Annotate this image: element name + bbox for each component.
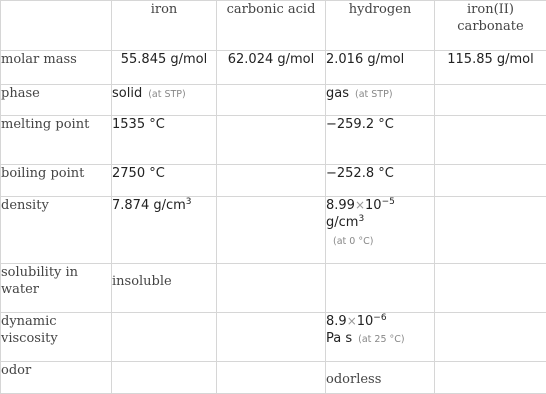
- cell-carbonic-acid-boiling-point: [217, 165, 326, 197]
- cell-iron-ii-carbonate-phase: [435, 85, 546, 116]
- hydrogen-phase-condition: (at STP): [355, 89, 393, 100]
- cell-iron-ii-carbonate-viscosity: [435, 313, 546, 362]
- column-header-carbonic-acid: carbonic acid: [217, 1, 326, 51]
- hydrogen-viscosity-exponent: −6: [373, 313, 387, 323]
- row-label-odor: odor: [1, 362, 112, 394]
- cell-carbonic-acid-density: [217, 197, 326, 264]
- cell-iron-melting-point: 1535 °C: [112, 116, 217, 165]
- cell-hydrogen-phase: [326, 85, 435, 116]
- hydrogen-density-condition: (at 0 °C): [333, 236, 374, 247]
- hydrogen-density-value: [326, 197, 434, 214]
- table-row: [1, 51, 546, 85]
- hydrogen-density-exponent: −5: [381, 197, 395, 207]
- cell-hydrogen-melting-point: −259.2 °C: [326, 116, 435, 165]
- cell-carbonic-acid-solubility: [217, 264, 326, 313]
- hydrogen-density-mantissa: 8.99: [326, 198, 355, 213]
- row-label-molar-mass: molar mass: [1, 51, 112, 85]
- table-row: [1, 197, 546, 264]
- hydrogen-viscosity-unit-line: [326, 330, 434, 348]
- cell-carbonic-acid-odor: [217, 362, 326, 394]
- cell-hydrogen-boiling-point: −252.8 °C: [326, 165, 435, 197]
- table-row: [1, 313, 546, 362]
- header-row: [1, 1, 546, 51]
- iron-density-exponent: 3: [185, 197, 192, 207]
- row-label-phase: phase: [1, 85, 112, 116]
- hydrogen-density-base: 10: [365, 198, 382, 213]
- table-row: [1, 264, 546, 313]
- cell-iron-boiling-point: 2750 °C: [112, 165, 217, 197]
- row-label-solubility-in-water: solubility in water: [1, 264, 112, 313]
- table-row: [1, 362, 546, 394]
- cell-iron-ii-carbonate-melting-point: [435, 116, 546, 165]
- cell-iron-viscosity: [112, 313, 217, 362]
- row-label-density: density: [1, 197, 112, 264]
- cell-hydrogen-odor: odorless: [326, 362, 435, 394]
- row-label-melting-point: melting point: [1, 116, 112, 165]
- column-header-iron-ii-carbonate: iron(II) carbonate: [435, 1, 546, 51]
- cell-carbonic-acid-viscosity: [217, 313, 326, 362]
- cell-iron-molar-mass: 55.845 g/mol: [112, 51, 217, 85]
- iron-density-value: 7.874 g/cm: [112, 198, 186, 213]
- row-label-dynamic-viscosity: dynamic viscosity: [1, 313, 112, 362]
- cell-carbonic-acid-molar-mass: 62.024 g/mol: [217, 51, 326, 85]
- cell-hydrogen-solubility: [326, 264, 435, 313]
- hydrogen-viscosity-value: [326, 313, 434, 330]
- hydrogen-phase-value: gas: [326, 86, 349, 101]
- cell-iron-odor: [112, 362, 217, 394]
- hydrogen-density-unit-exponent: 3: [358, 214, 365, 224]
- cell-carbonic-acid-phase: [217, 85, 326, 116]
- cell-iron-ii-carbonate-odor: [435, 362, 546, 394]
- corner-header: [1, 1, 112, 51]
- column-header-hydrogen: hydrogen: [326, 1, 435, 51]
- cell-hydrogen-density: [326, 197, 435, 264]
- hydrogen-viscosity-condition: (at 25 °C): [358, 334, 405, 345]
- table-row: [1, 165, 546, 197]
- hydrogen-viscosity-unit: Pa s: [326, 331, 353, 346]
- iron-phase-value: solid: [112, 86, 143, 101]
- cell-iron-phase: [112, 85, 217, 116]
- hydrogen-viscosity-mantissa: 8.9: [326, 314, 347, 329]
- iron-phase-condition: (at STP): [148, 89, 186, 100]
- table-row: [1, 85, 546, 116]
- hydrogen-density-unit: [326, 214, 434, 231]
- times-sign: ×: [354, 198, 366, 212]
- column-header-iron: iron: [112, 1, 217, 51]
- cell-hydrogen-molar-mass: 2.016 g/mol: [326, 51, 435, 85]
- hydrogen-viscosity-base: 10: [356, 314, 374, 329]
- hydrogen-density-unit-text: g/cm: [326, 215, 359, 230]
- cell-iron-ii-carbonate-solubility: [435, 264, 546, 313]
- cell-iron-density: [112, 197, 217, 264]
- times-sign: ×: [346, 314, 357, 328]
- cell-iron-ii-carbonate-molar-mass: 115.85 g/mol: [435, 51, 546, 85]
- cell-hydrogen-viscosity: [326, 313, 435, 362]
- cell-iron-solubility: insoluble: [112, 264, 217, 313]
- cell-iron-ii-carbonate-boiling-point: [435, 165, 546, 197]
- row-label-boiling-point: boiling point: [1, 165, 112, 197]
- cell-carbonic-acid-melting-point: [217, 116, 326, 165]
- table-row: [1, 116, 546, 165]
- cell-iron-ii-carbonate-density: [435, 197, 546, 264]
